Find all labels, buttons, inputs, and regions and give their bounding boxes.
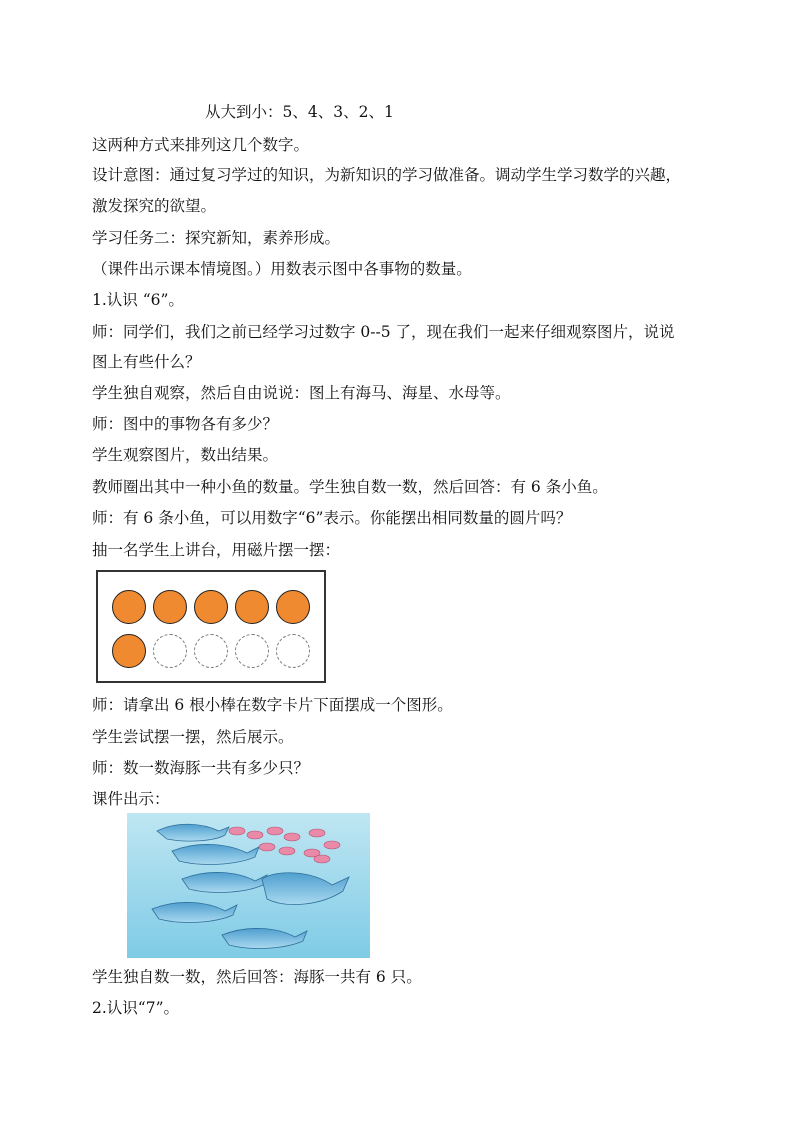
magnet-circle-filled <box>235 590 269 624</box>
section-heading-6: 1.认识 “6”。 <box>92 291 184 309</box>
text-line: 学生独自观察，然后自由说说：图上有海马、海星、水母等。 <box>92 384 511 402</box>
magnet-circle-filled <box>153 590 187 624</box>
text-line: 图上有些什么？ <box>92 353 201 371</box>
text-line: 师：同学们，我们之前已经学习过数字 0--5 了，现在我们一起来仔细观察图片，说说 <box>92 323 675 341</box>
text-line: 学生尝试摆一摆，然后展示。 <box>92 728 294 746</box>
magnet-circle-empty <box>276 634 310 668</box>
text-line: 师：图中的事物各有多少？ <box>92 415 279 433</box>
text-line: 师：有 6 条小鱼，可以用数字“6”表示。你能摆出相同数量的圆片吗？ <box>92 509 572 527</box>
dolphins-illustration <box>127 813 370 958</box>
task-heading: 学习任务二：探究新知，素养形成。 <box>92 229 341 247</box>
magnet-circles-figure <box>96 570 326 683</box>
text-line: 这两种方式来排列这几个数字。 <box>92 136 310 154</box>
magnet-circle-filled <box>112 634 146 668</box>
text-line: 抽一名学生上讲台，用磁片摆一摆： <box>92 541 341 559</box>
text-line: 课件出示： <box>92 790 170 808</box>
design-intent-line: 设计意图：通过复习学过的知识，为新知识的学习做准备。调动学生学习数学的兴趣， <box>92 166 682 184</box>
text-line: 激发探究的欲望。 <box>92 197 217 215</box>
text-line: （课件出示课本情境图。）用数表示图中各事物的数量。 <box>92 260 472 278</box>
text-line-order: 从大到小：5、4、3、2、1 <box>205 103 394 121</box>
text-line: 学生独自数一数，然后回答：海豚一共有 6 只。 <box>92 968 422 986</box>
text-line: 师：请拿出 6 根小棒在数字卡片下面摆成一个图形。 <box>92 696 453 714</box>
magnet-circle-filled <box>112 590 146 624</box>
magnet-circle-empty <box>153 634 187 668</box>
section-heading-7: 2.认识“7”。 <box>92 999 179 1017</box>
text-line: 教师圈出其中一种小鱼的数量。学生独自数一数，然后回答：有 6 条小鱼。 <box>92 478 608 496</box>
text-line: 师：数一数海豚一共有多少只？ <box>92 759 310 777</box>
magnet-circle-filled <box>276 590 310 624</box>
magnet-circle-empty <box>235 634 269 668</box>
text-line: 学生观察图片，数出结果。 <box>92 446 279 464</box>
magnet-circle-filled <box>194 590 228 624</box>
magnet-circle-empty <box>194 634 228 668</box>
